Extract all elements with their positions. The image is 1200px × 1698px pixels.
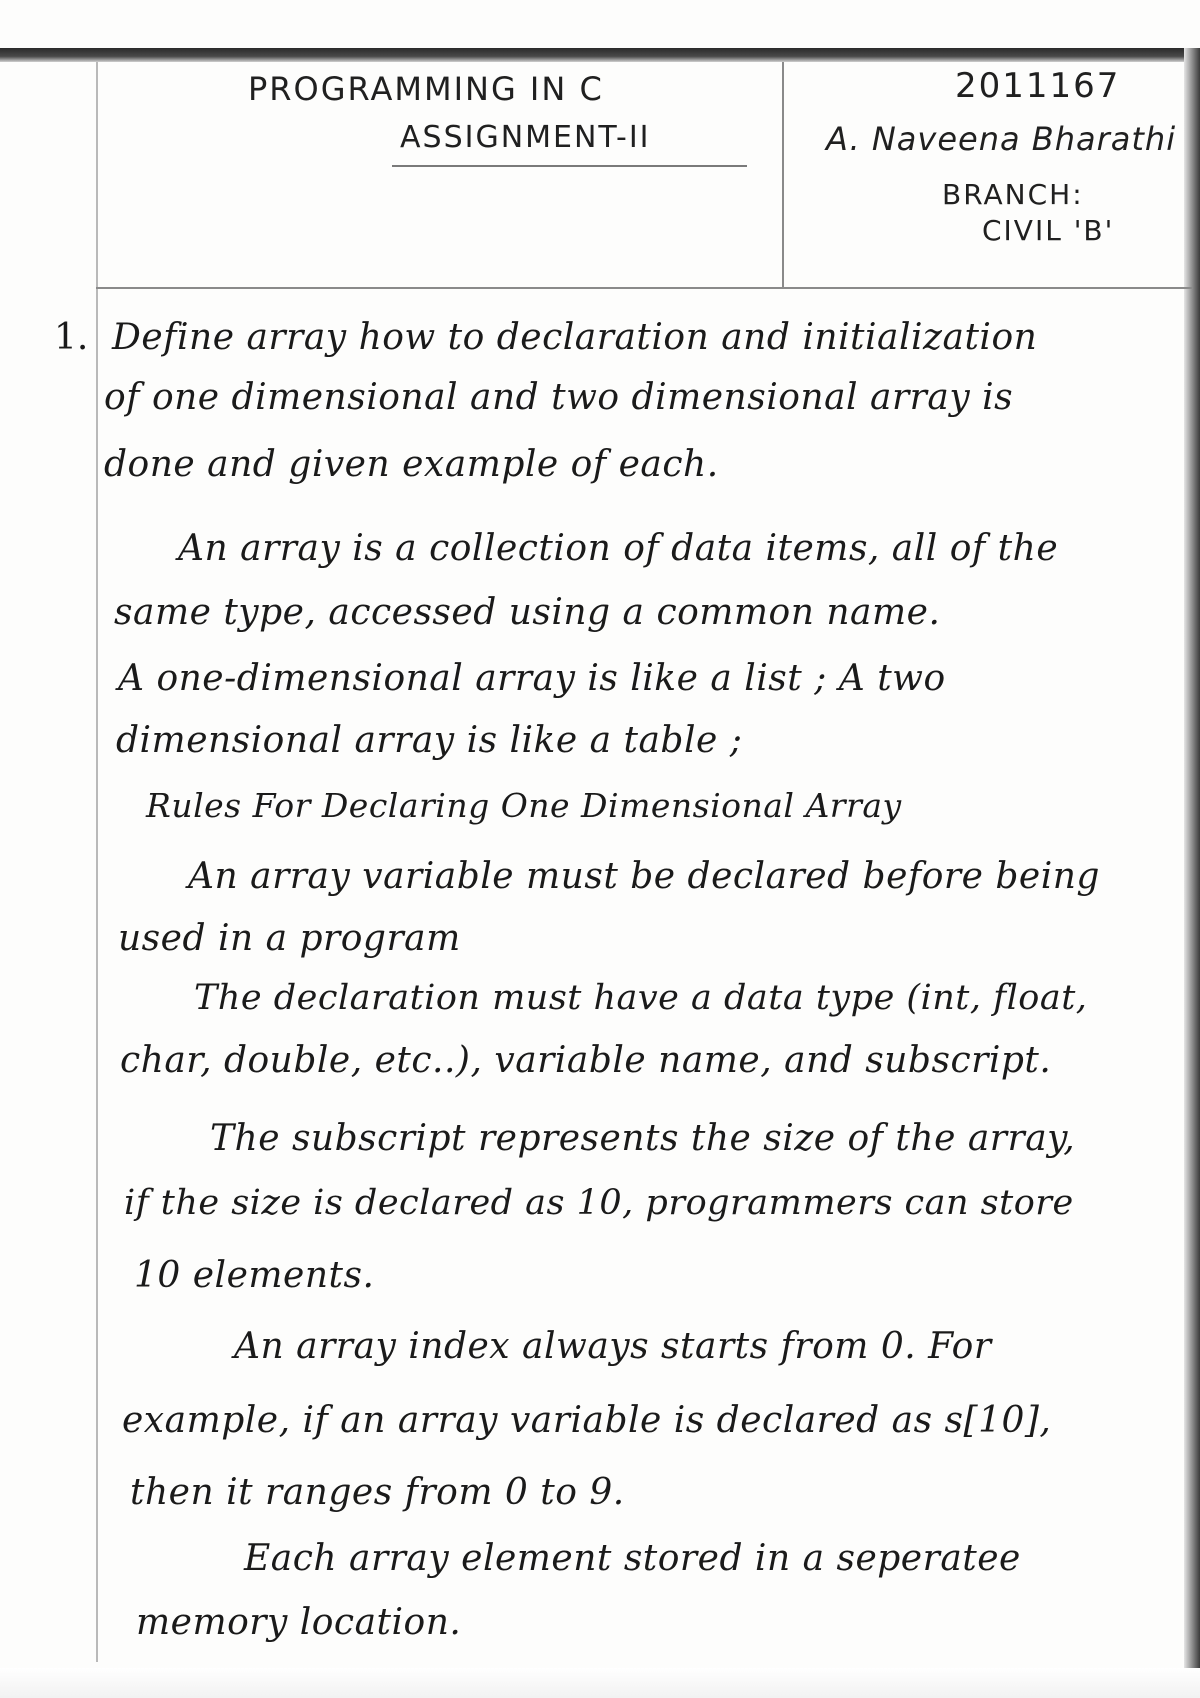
answer-line: The subscript represents the size of the array, xyxy=(210,1118,1076,1159)
answer-line: An array variable must be declared before being xyxy=(188,856,1100,897)
roll-number: 2011167 xyxy=(955,66,1121,106)
title-underline xyxy=(392,165,747,167)
question-line: Define array how to declaration and initialization xyxy=(112,317,1038,358)
answer-line: memory location. xyxy=(136,1602,462,1643)
branch-value: CIVIL 'B' xyxy=(982,214,1115,247)
answer-line: example, if an array variable is declared as s[10], xyxy=(122,1400,1052,1441)
answer-line: used in a program xyxy=(118,918,461,959)
question-line: done and given example of each. xyxy=(104,444,719,485)
answer-line: char, double, etc..), variable name, and subscript. xyxy=(120,1040,1052,1081)
branch-label: BRANCH: xyxy=(942,178,1084,211)
answer-line: The declaration must have a data type (int, float, xyxy=(194,978,1088,1018)
answer-line: then it ranges from 0 to 9. xyxy=(130,1472,625,1513)
answer-line: 10 elements. xyxy=(134,1255,375,1296)
header-divider xyxy=(782,62,784,288)
margin-line xyxy=(96,62,98,1662)
assignment-title: ASSIGNMENT-II xyxy=(400,120,651,155)
answer-line: A one-dimensional array is like a list ; A two xyxy=(118,658,946,699)
section-heading: Rules For Declaring One Dimensional Array xyxy=(146,786,902,825)
scan-bottom-edge xyxy=(0,1668,1200,1698)
scan-right-edge xyxy=(1184,48,1200,1698)
answer-line: dimensional array is like a table ; xyxy=(116,720,743,761)
scan-top-edge xyxy=(0,48,1200,62)
answer-line: if the size is declared as 10, programmers can store xyxy=(124,1183,1074,1223)
answer-line: same type, accessed using a common name. xyxy=(114,592,941,633)
answer-line: An array is a collection of data items, all of the xyxy=(178,528,1059,569)
student-name: A. Naveena Bharathi xyxy=(826,120,1177,158)
question-line: of one dimensional and two dimensional array is xyxy=(104,377,1014,418)
answer-line: An array index always starts from 0. For xyxy=(234,1326,992,1367)
header-rule xyxy=(96,287,1192,289)
answer-line: Each array element stored in a seperatee xyxy=(244,1538,1021,1579)
question-number: 1. xyxy=(54,317,89,358)
course-title: PROGRAMMING IN C xyxy=(248,70,604,108)
